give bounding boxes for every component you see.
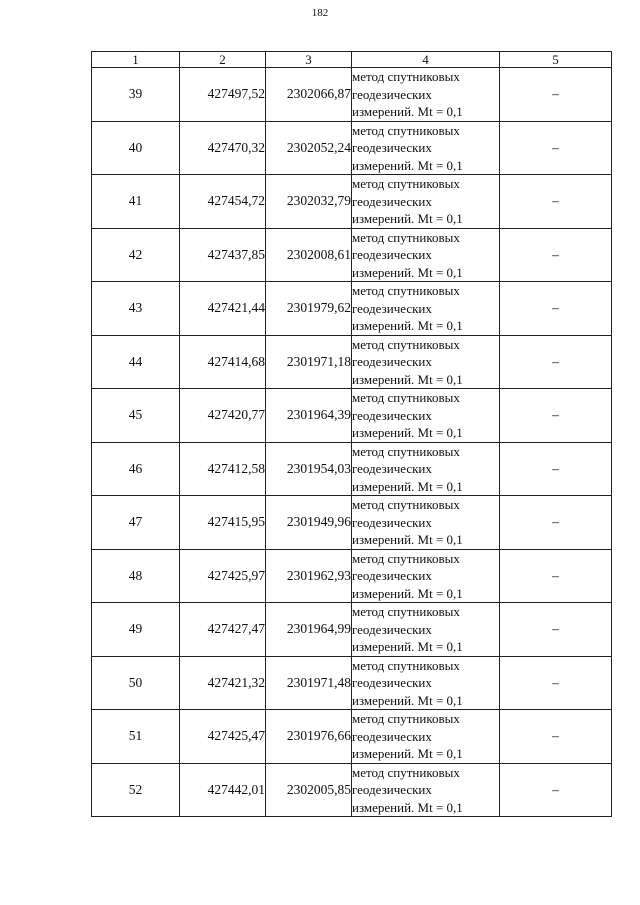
point-number-cell: 39	[92, 68, 180, 122]
column-header-2: 2	[180, 52, 266, 68]
y-coordinate-cell: 2301964,99	[266, 603, 352, 657]
column-header-1: 1	[92, 52, 180, 68]
note-cell: –	[500, 656, 612, 710]
x-coordinate-cell: 427497,52	[180, 68, 266, 122]
point-number-cell: 52	[92, 763, 180, 817]
method-text-line: измерений. Mt = 0,1	[352, 425, 463, 440]
method-text-line: геодезических	[352, 247, 432, 262]
method-text-line: измерений. Mt = 0,1	[352, 478, 463, 494]
method-text-line: геодезических	[352, 568, 432, 583]
table-row	[92, 228, 612, 282]
table-row	[92, 389, 612, 443]
y-coordinate-cell: 2301964,39	[266, 389, 352, 443]
method-cell	[352, 121, 500, 175]
note-cell: –	[500, 121, 612, 175]
method-cell	[352, 656, 500, 710]
x-coordinate-cell: 427421,32	[180, 656, 266, 710]
table-row	[92, 121, 612, 175]
method-text-line: измерений. Mt = 0,1	[352, 746, 463, 761]
table-row	[92, 175, 612, 229]
method-cell	[352, 496, 500, 550]
table-row	[92, 282, 612, 336]
x-coordinate-cell: 427421,44	[180, 282, 266, 336]
y-coordinate-cell: 2302008,61	[266, 228, 352, 282]
method-text-line: метод спутниковых	[352, 711, 460, 726]
note-cell: –	[500, 175, 612, 229]
method-text-line: метод спутниковых	[352, 69, 460, 84]
method-text-line: геодезических	[352, 782, 432, 797]
method-text-line: измерений. Mt = 0,1	[352, 585, 463, 601]
y-coordinate-cell: 2302066,87	[266, 68, 352, 122]
point-number-cell: 51	[92, 710, 180, 764]
column-header-5: 5	[500, 52, 612, 68]
point-number-cell: 43	[92, 282, 180, 336]
method-cell	[352, 442, 500, 496]
coordinates-table	[91, 51, 612, 817]
method-text-line: геодезических	[352, 140, 432, 155]
y-coordinate-cell: 2301962,93	[266, 549, 352, 603]
method-text-line: измерений. Mt = 0,1	[352, 264, 463, 280]
note-cell: –	[500, 549, 612, 603]
table-row	[92, 68, 612, 122]
x-coordinate-cell: 427425,97	[180, 549, 266, 603]
table-row	[92, 442, 612, 496]
table-row	[92, 656, 612, 710]
method-text-line: геодезических	[352, 461, 432, 476]
note-cell: –	[500, 68, 612, 122]
method-text-line: метод спутниковых	[352, 122, 460, 138]
table-row	[92, 549, 612, 603]
method-cell	[352, 389, 500, 443]
point-number-cell: 48	[92, 549, 180, 603]
table-row	[92, 763, 612, 817]
note-cell: –	[500, 710, 612, 764]
y-coordinate-cell: 2301971,18	[266, 335, 352, 389]
x-coordinate-cell: 427415,95	[180, 496, 266, 550]
x-coordinate-cell: 427470,32	[180, 121, 266, 175]
y-coordinate-cell: 2301976,66	[266, 710, 352, 764]
method-cell	[352, 603, 500, 657]
point-number-cell: 49	[92, 603, 180, 657]
method-text-line: метод спутниковых	[352, 336, 460, 352]
method-text-line: геодезических	[352, 728, 432, 744]
method-text-line: измерений. Mt = 0,1	[352, 211, 463, 226]
method-text-line: метод спутниковых	[352, 390, 460, 405]
method-text-line: геодезических	[352, 354, 432, 369]
table-body	[92, 68, 612, 817]
method-text-line: измерений. Mt = 0,1	[352, 532, 463, 547]
note-cell: –	[500, 228, 612, 282]
y-coordinate-cell: 2302052,24	[266, 121, 352, 175]
method-text-line: геодезических	[352, 407, 432, 423]
note-cell: –	[500, 389, 612, 443]
method-text-line: измерений. Mt = 0,1	[352, 371, 463, 387]
y-coordinate-cell: 2301949,96	[266, 496, 352, 550]
method-text-line: геодезических	[352, 193, 432, 209]
method-cell	[352, 549, 500, 603]
method-cell	[352, 763, 500, 817]
table-row	[92, 710, 612, 764]
x-coordinate-cell: 427427,47	[180, 603, 266, 657]
method-text-line: метод спутниковых	[352, 604, 460, 619]
method-text-line: метод спутниковых	[352, 176, 460, 191]
method-text-line: измерений. Mt = 0,1	[352, 104, 463, 119]
method-text-line: измерений. Mt = 0,1	[352, 157, 463, 173]
y-coordinate-cell: 2302005,85	[266, 763, 352, 817]
method-text-line: метод спутниковых	[352, 497, 460, 512]
method-cell	[352, 68, 500, 122]
x-coordinate-cell: 427420,77	[180, 389, 266, 443]
method-text-line: измерений. Mt = 0,1	[352, 639, 463, 654]
x-coordinate-cell: 427442,01	[180, 763, 266, 817]
table-row	[92, 496, 612, 550]
note-cell: –	[500, 282, 612, 336]
method-cell	[352, 228, 500, 282]
method-text-line: измерений. Mt = 0,1	[352, 318, 463, 333]
method-cell	[352, 282, 500, 336]
page-number: 182	[311, 7, 329, 19]
method-text-line: измерений. Mt = 0,1	[352, 799, 463, 815]
table-row	[92, 335, 612, 389]
method-cell	[352, 335, 500, 389]
point-number-cell: 47	[92, 496, 180, 550]
method-text-line: геодезических	[352, 514, 432, 530]
x-coordinate-cell: 427454,72	[180, 175, 266, 229]
point-number-cell: 40	[92, 121, 180, 175]
y-coordinate-cell: 2302032,79	[266, 175, 352, 229]
method-text-line: геодезических	[352, 675, 432, 690]
note-cell: –	[500, 763, 612, 817]
point-number-cell: 46	[92, 442, 180, 496]
method-text-line: метод спутниковых	[352, 657, 460, 673]
point-number-cell: 44	[92, 335, 180, 389]
point-number-cell: 50	[92, 656, 180, 710]
method-text-line: метод спутниковых	[352, 283, 460, 298]
point-number-cell: 42	[92, 228, 180, 282]
method-text-line: геодезических	[352, 300, 432, 316]
point-number-cell: 45	[92, 389, 180, 443]
y-coordinate-cell: 2301954,03	[266, 442, 352, 496]
method-text-line: геодезических	[352, 621, 432, 637]
column-header-4: 4	[352, 52, 500, 68]
table-row	[92, 603, 612, 657]
method-cell	[352, 175, 500, 229]
x-coordinate-cell: 427412,58	[180, 442, 266, 496]
table-header-row	[92, 52, 612, 68]
method-text-line: метод спутниковых	[352, 764, 460, 780]
y-coordinate-cell: 2301971,48	[266, 656, 352, 710]
note-cell: –	[500, 442, 612, 496]
note-cell: –	[500, 335, 612, 389]
method-cell	[352, 710, 500, 764]
point-number-cell: 41	[92, 175, 180, 229]
note-cell: –	[500, 496, 612, 550]
method-text-line: измерений. Mt = 0,1	[352, 692, 463, 708]
note-cell: –	[500, 603, 612, 657]
method-text-line: метод спутниковых	[352, 550, 460, 566]
column-header-3: 3	[266, 52, 352, 68]
method-text-line: метод спутниковых	[352, 229, 460, 245]
x-coordinate-cell: 427425,47	[180, 710, 266, 764]
y-coordinate-cell: 2301979,62	[266, 282, 352, 336]
x-coordinate-cell: 427437,85	[180, 228, 266, 282]
method-text-line: метод спутниковых	[352, 443, 460, 459]
method-text-line: геодезических	[352, 86, 432, 102]
x-coordinate-cell: 427414,68	[180, 335, 266, 389]
